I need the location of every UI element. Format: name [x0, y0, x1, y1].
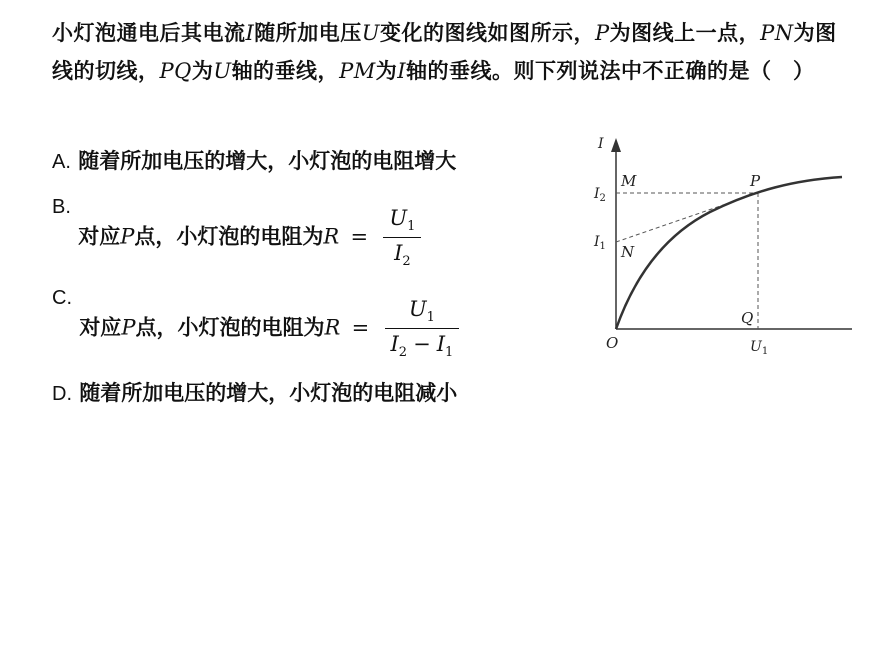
q-text-6: 为 [191, 59, 214, 83]
q-text-4: 为图线上一点， [609, 21, 761, 45]
option-c[interactable] [52, 287, 459, 360]
option-a-label: A. [52, 151, 71, 173]
option-b-numerator: $U_1$ [383, 206, 421, 238]
option-d[interactable] [52, 377, 457, 407]
q-var-I: I [245, 21, 255, 45]
option-b-label: B. [52, 196, 71, 218]
iu-curve [616, 177, 842, 329]
label-axis-i: I [598, 136, 604, 152]
option-c-var-R: R [324, 315, 341, 340]
q-var-PM: PM [339, 59, 376, 83]
label-i1: $I_1$ [594, 234, 606, 252]
option-c-equals: = [351, 315, 370, 340]
label-p: P [750, 172, 761, 190]
option-b-pre: 对应 [78, 224, 121, 249]
option-b[interactable] [52, 196, 421, 269]
option-c-denominator: $I_2 - I_1$ [390, 332, 454, 361]
question-stem [52, 14, 852, 90]
option-b-var-R: R [323, 224, 340, 249]
q-var-PQ: PQ [159, 59, 192, 83]
label-i2: $I_2$ [594, 186, 606, 204]
q-text-9: 轴的垂线。则下列说法中不正确的是（ ） [406, 59, 815, 83]
q-text-1: 小灯泡通电后其电流 [52, 21, 246, 45]
q-var-U2: U [213, 59, 232, 83]
label-q: Q [741, 309, 754, 327]
option-b-equals: = [350, 224, 369, 249]
option-c-label: C. [52, 287, 72, 309]
option-c-var-P: P [121, 315, 136, 340]
q-var-I2: I [397, 59, 406, 83]
q-var-P: P [595, 21, 610, 45]
option-b-denominator: $I_2$ [394, 241, 411, 270]
option-c-post: 点，小灯泡的电阻为 [135, 315, 325, 340]
i-axis-arrow [611, 138, 621, 152]
option-b-var-P: P [120, 224, 135, 249]
q-text-7: 轴的垂线， [231, 59, 340, 83]
option-a[interactable] [52, 145, 456, 175]
q-var-U: U [361, 21, 380, 45]
q-var-PN: PN [760, 21, 794, 45]
option-b-post: 点，小灯泡的电阻为 [134, 224, 324, 249]
q-text-5: 为图线的切线， [52, 21, 837, 83]
option-d-text: 随着所加电压的增大，小灯泡的电阻减小 [79, 381, 458, 405]
option-b-fraction [383, 206, 421, 269]
q-text-8: 为 [375, 59, 398, 83]
q-text-3: 变化的图线如图所示， [380, 21, 595, 45]
label-o: O [606, 334, 619, 352]
label-u1: $U_1$ [750, 339, 769, 357]
option-d-label: D. [52, 383, 72, 405]
q-text-2: 随所加电压 [254, 21, 362, 45]
option-a-text: 随着所加电压的增大，小灯泡的电阻增大 [78, 149, 457, 173]
label-n: N [621, 243, 635, 261]
option-c-fraction [385, 297, 460, 360]
option-c-pre: 对应 [79, 315, 122, 340]
option-c-numerator: $U_1$ [385, 297, 459, 329]
label-m: M [621, 172, 637, 190]
iu-graph-figure [590, 130, 860, 360]
